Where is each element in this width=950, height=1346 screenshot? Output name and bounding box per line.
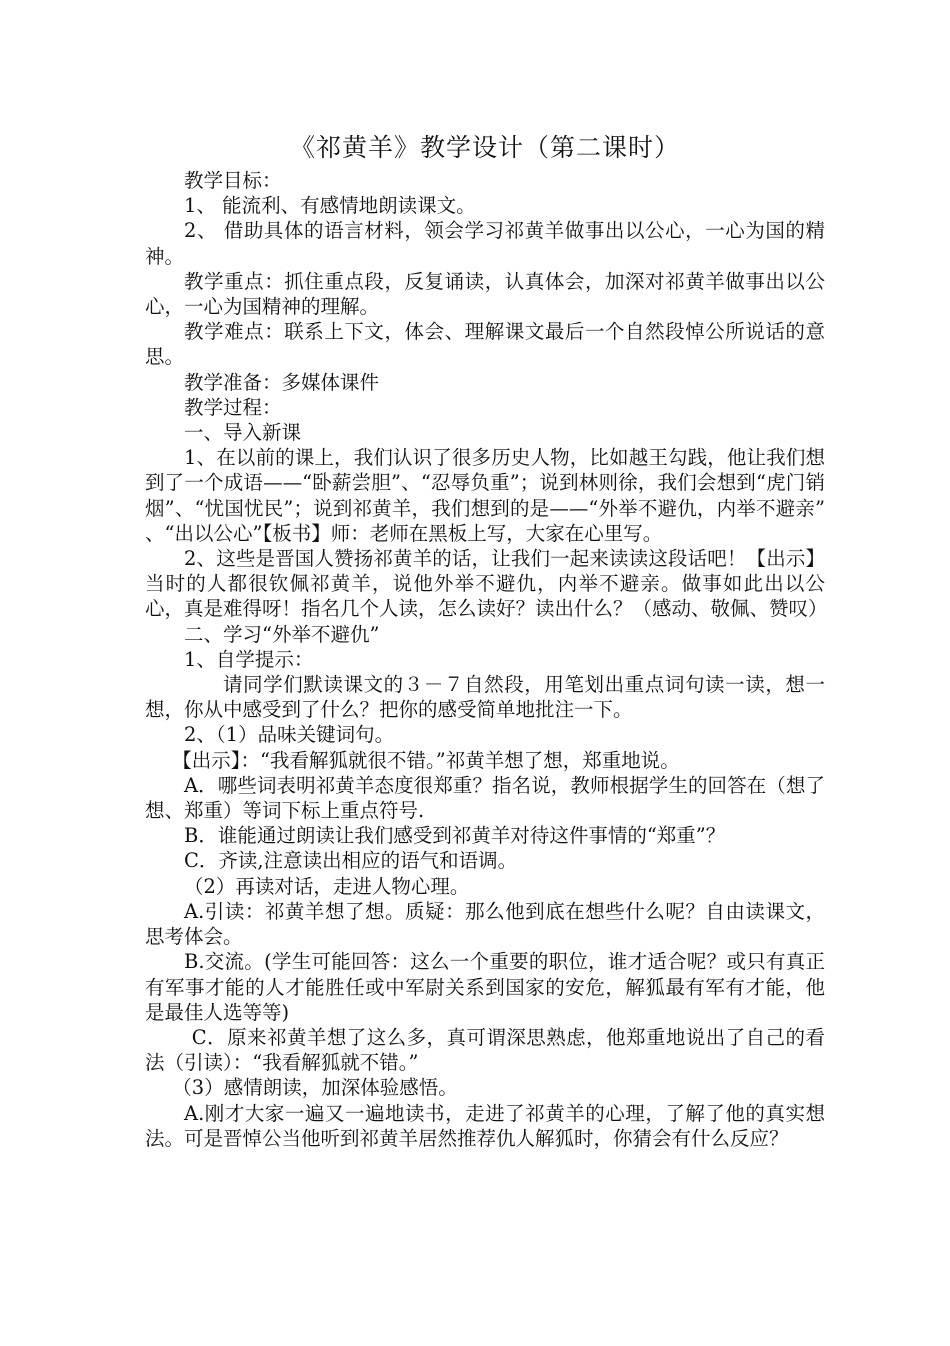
- document-page: [145, 128, 828, 1151]
- paragraph-difficulties: 教学难点：联系上下文，体会、理解课文最后一个自然段悼公所说话的意思。: [145, 320, 825, 369]
- paragraph-display-quote: 【出示】：“我看解狐就很不错。”祁黄羊想了想，郑重地说。: [172, 748, 680, 772]
- paragraph-key-points: 教学重点：抓住重点段，反复诵读，认真体会，加深对祁黄羊做事出以公心，一心为国精神的理解。: [145, 269, 825, 319]
- paragraph-intro-2: 2、这些是晋国人赞扬祁黄羊的话，让我们一起来读读这段话吧！【出示】当时的人都很钦佩祁黄羊，说他外举不避仇，内举不避亲。做事如此出以公心，真是难得呀！指名几个人读，怎么读好？读出什么？（感动、敬佩、赞叹）: [145, 547, 828, 621]
- paragraph-preparation: 教学准备：多媒体课件: [184, 370, 380, 394]
- paragraph-key-phrases: 2、（1）品味关键词句。: [184, 723, 395, 747]
- paragraph-emotional-reading: （3）感情朗读，加深体验感悟。: [172, 1076, 458, 1100]
- paragraph-objectives-heading: 教学目标：: [184, 169, 282, 192]
- paragraph-reread-dialogue: （2）再读对话，走进人物心理。: [184, 874, 470, 898]
- paragraph-step-b: B．谁能通过朗读让我们感受到祁黄羊对待这件事情的“郑重”？: [184, 824, 726, 848]
- paragraph-process-heading: 教学过程：: [184, 395, 282, 419]
- paragraph-step-c: C．齐读,注意读出相应的语气和语调。: [184, 849, 518, 873]
- paragraph-section-2-heading: 二、学习“外举不避仇”: [184, 622, 380, 646]
- paragraph-objective-2: 2、 借助具体的语言材料，领会学习祁黄羊做事出以公心，一心为国的精神。: [145, 219, 825, 268]
- document-title: 《祁黄羊》教学设计（第二课时）: [289, 133, 680, 162]
- paragraph-intro-1: 1、在以前的课上，我们认识了很多历史人物，比如越王勾践，他让我们想到了一个成语——“卧薪尝胆”、“忍辱负重”；说到林则徐，我们会想到“虎门销烟”、“忧国忧民”；说到祁黄羊，我们想到的是——“外举不避仇，内举不避亲” 、“出以公心”【板书】师：老师在黑板上写，大家在心里写。: [145, 446, 825, 545]
- paragraph-reaction-question: A.刚才大家一遍又一遍地读书，走进了祁黄羊的心理，了解了他的真实想法。可是晋悼公当他听到祁黄羊居然推荐仇人解狐时，你猜会有什么反应？: [145, 1101, 825, 1150]
- paragraph-step-a: A．哪些词表明祁黄羊态度很郑重？指名说，教师根据学生的回答在（想了想、郑重）等词下标上重点符号.: [145, 773, 825, 823]
- paragraph-section-1-heading: 一、导入新课: [184, 421, 302, 445]
- paragraph-objective-1: 1、 能流利、有感情地朗读课文。: [184, 194, 476, 218]
- paragraph-discussion: B.交流。(学生可能回答：这么一个重要的职位，谁才适合呢？或只有真正有军事才能的人才能胜任或中军尉关系到国家的安危，解狐最有军有才能，他是最佳人选等等): [145, 950, 825, 1024]
- paragraph-guided-reading: A.引读：祁黄羊想了想。质疑：那么他到底在想些什么呢？自由读课文，思考体会。: [145, 899, 825, 949]
- paragraph-self-study-prompt: 请同学们默读课文的３－７自然段，用笔划出重点词句读一读，想一想，你从中感受到了什么？把你的感受简单地批注一下。: [145, 673, 825, 722]
- paragraph-conclusion: C．原来祁黄羊想了这么多，真可谓深思熟虑，他郑重地说出了自己的看法（引读）：“我看解狐就不错。”: [145, 1025, 825, 1075]
- paragraph-self-study-heading: 1、自学提示：: [184, 647, 314, 671]
